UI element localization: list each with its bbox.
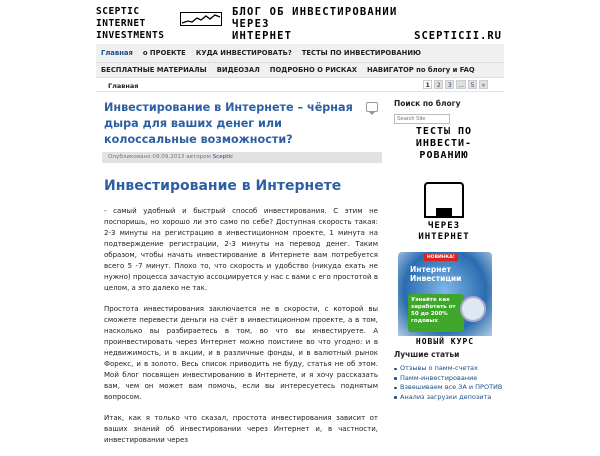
- course-promo-banner[interactable]: [398, 252, 492, 348]
- main-content: [96, 92, 386, 444]
- new-course-label: НОВЫЙ КУРС: [398, 336, 492, 348]
- article-body: [104, 206, 378, 456]
- comment-icon[interactable]: [366, 102, 378, 112]
- best-articles-list: [394, 364, 506, 402]
- promo-tests-line-1: ТЕСТЫ ПО: [415, 126, 473, 137]
- nav-navigator-faq[interactable]: НАВИГАТОР по блогу и FAQ: [366, 65, 475, 74]
- page-next[interactable]: »: [479, 80, 488, 89]
- nav-where-invest[interactable]: КУДА ИНВЕСТИРОВАТЬ?: [195, 48, 292, 57]
- post-meta: [108, 154, 233, 160]
- new-badge: НОВИНКА!: [424, 254, 458, 261]
- post-meta-date: Опубликовано 09.09.2013 автором: [108, 154, 211, 160]
- promo-tests-line-3: РОВАНИЮ: [419, 150, 469, 161]
- article-heading: Инвестирование в Интернете: [104, 178, 342, 194]
- main-nav: [96, 44, 504, 63]
- best-articles-heading: Лучшие статьи: [394, 350, 460, 359]
- promo-tests-line-2: ИНВЕСТИ-: [415, 138, 473, 149]
- logo-line-2: INTERNET: [96, 18, 146, 29]
- logo-line-3: INVESTMENTS: [96, 30, 165, 41]
- promo-tests-bottom: [394, 221, 494, 243]
- promo-tests-bottom-1: ЧЕРЕЗ: [427, 221, 461, 231]
- breadcrumb-bar: [96, 78, 504, 92]
- search-heading: Поиск по блогу: [394, 99, 461, 108]
- search-input[interactable]: [394, 114, 450, 124]
- article-paragraph: Итак, как я только что сказал, простота инвестирования зависит от ваших знаний об инвестировании через Интернет и, в частности, инвестировании через: [104, 414, 378, 444]
- site-tagline: [232, 6, 397, 42]
- course-title: Интернет Инвестиции: [410, 265, 462, 283]
- promo-tests-bottom-2: ИНТЕРНЕТ: [418, 232, 470, 242]
- post-meta-bar: [102, 152, 382, 163]
- list-item[interactable]: Отзывы о памм-счетах: [394, 364, 506, 374]
- site-url: SCEPTICII.RU: [414, 30, 502, 42]
- post-title[interactable]: Инвестирование в Интернете – чёрная дыра для ваших денег или колоссальные возможности?: [104, 101, 353, 146]
- site-header: [96, 6, 504, 44]
- nav-tests[interactable]: ТЕСТЫ ПО ИНВЕСТИРОВАНИЮ: [301, 48, 421, 57]
- nav-video[interactable]: ВИДЕОЗАЛ: [216, 65, 260, 74]
- article-paragraph: Простота инвестирования заключается не в скорости, с которой вы сможете перевести деньги на счёт в инвестиционном проекте, а в том, насколько вы разбираетесь в том, во что вы инвестируете. А проинвестировать через Интернет можно поистине во что угодно: и в недвижимость, и в акции, и в различные фонды, и в валютный рынок Форекс, и в золото. Весь список приводить не буду, статья не об этом. Мой блог посвящен инвестированию в Интернете, и я хочу рассказать вам, чем он может вам помочь, если вы интересуетесь поднятым вопросом.: [104, 305, 378, 401]
- page-1[interactable]: 1: [423, 80, 432, 89]
- nav-risks[interactable]: ПОДРОБНО О РИСКАХ: [269, 65, 357, 74]
- page-3[interactable]: 3: [445, 80, 454, 89]
- disk-icon: [460, 296, 486, 322]
- secondary-nav: [96, 63, 504, 78]
- nav-about[interactable]: о ПРОЕКТЕ: [142, 48, 186, 57]
- course-offer-box: Узнайте как заработать от 50 до 200% годовых: [408, 294, 464, 332]
- list-item[interactable]: Анализ загрузки депозита: [394, 393, 506, 403]
- breadcrumb[interactable]: Главная: [108, 82, 139, 90]
- sidebar: [394, 92, 506, 400]
- tests-promo-banner[interactable]: [394, 126, 494, 242]
- tagline-line-3: ИНТЕРНЕТ: [232, 30, 293, 42]
- tagline-line-2: ЧЕРЕЗ: [232, 18, 270, 30]
- page-ellipsis: ...: [458, 82, 464, 89]
- tagline-line-1: БЛОГ ОБ ИНВЕСТИРОВАНИИ: [232, 6, 398, 18]
- list-item[interactable]: Взвешиваем все ЗА и ПРОТИВ: [394, 383, 506, 393]
- nav-free-materials[interactable]: БЕСПЛАТНЫЕ МАТЕРИАЛЫ: [101, 65, 207, 74]
- pagination: [423, 80, 488, 89]
- list-item[interactable]: Памм-инвестирование: [394, 374, 506, 384]
- page-2[interactable]: 2: [434, 80, 443, 89]
- page-5[interactable]: 5: [468, 80, 477, 89]
- post-author-link[interactable]: Sceptic: [212, 154, 234, 160]
- question-mark-icon: [424, 182, 464, 218]
- article-paragraph: - самый удобный и быстрый способ инвестирования. С этим не поспоришь, но хорошо ли это само по себе? Доступная скорость такая: 2-3 минуты на регистрацию в инвестиционном проекте, 1 минута на подтверждение регистрации, 2-3 минуты на перевод денег. Таким образом, чтобы начать инвестирование в Интернете вам потребуется всего 5 -7 минут. Плохо то, что скорость и удобство (никуда ехать не нужно) процесса зачастую ассоциируется у нас с вами с его простотой в целом, а это далеко не так.: [104, 207, 378, 292]
- site-logo[interactable]: [96, 6, 224, 44]
- logo-line-1: SCEPTIC: [96, 6, 140, 17]
- chart-icon: [180, 12, 222, 26]
- nav-home[interactable]: Главная: [101, 48, 133, 57]
